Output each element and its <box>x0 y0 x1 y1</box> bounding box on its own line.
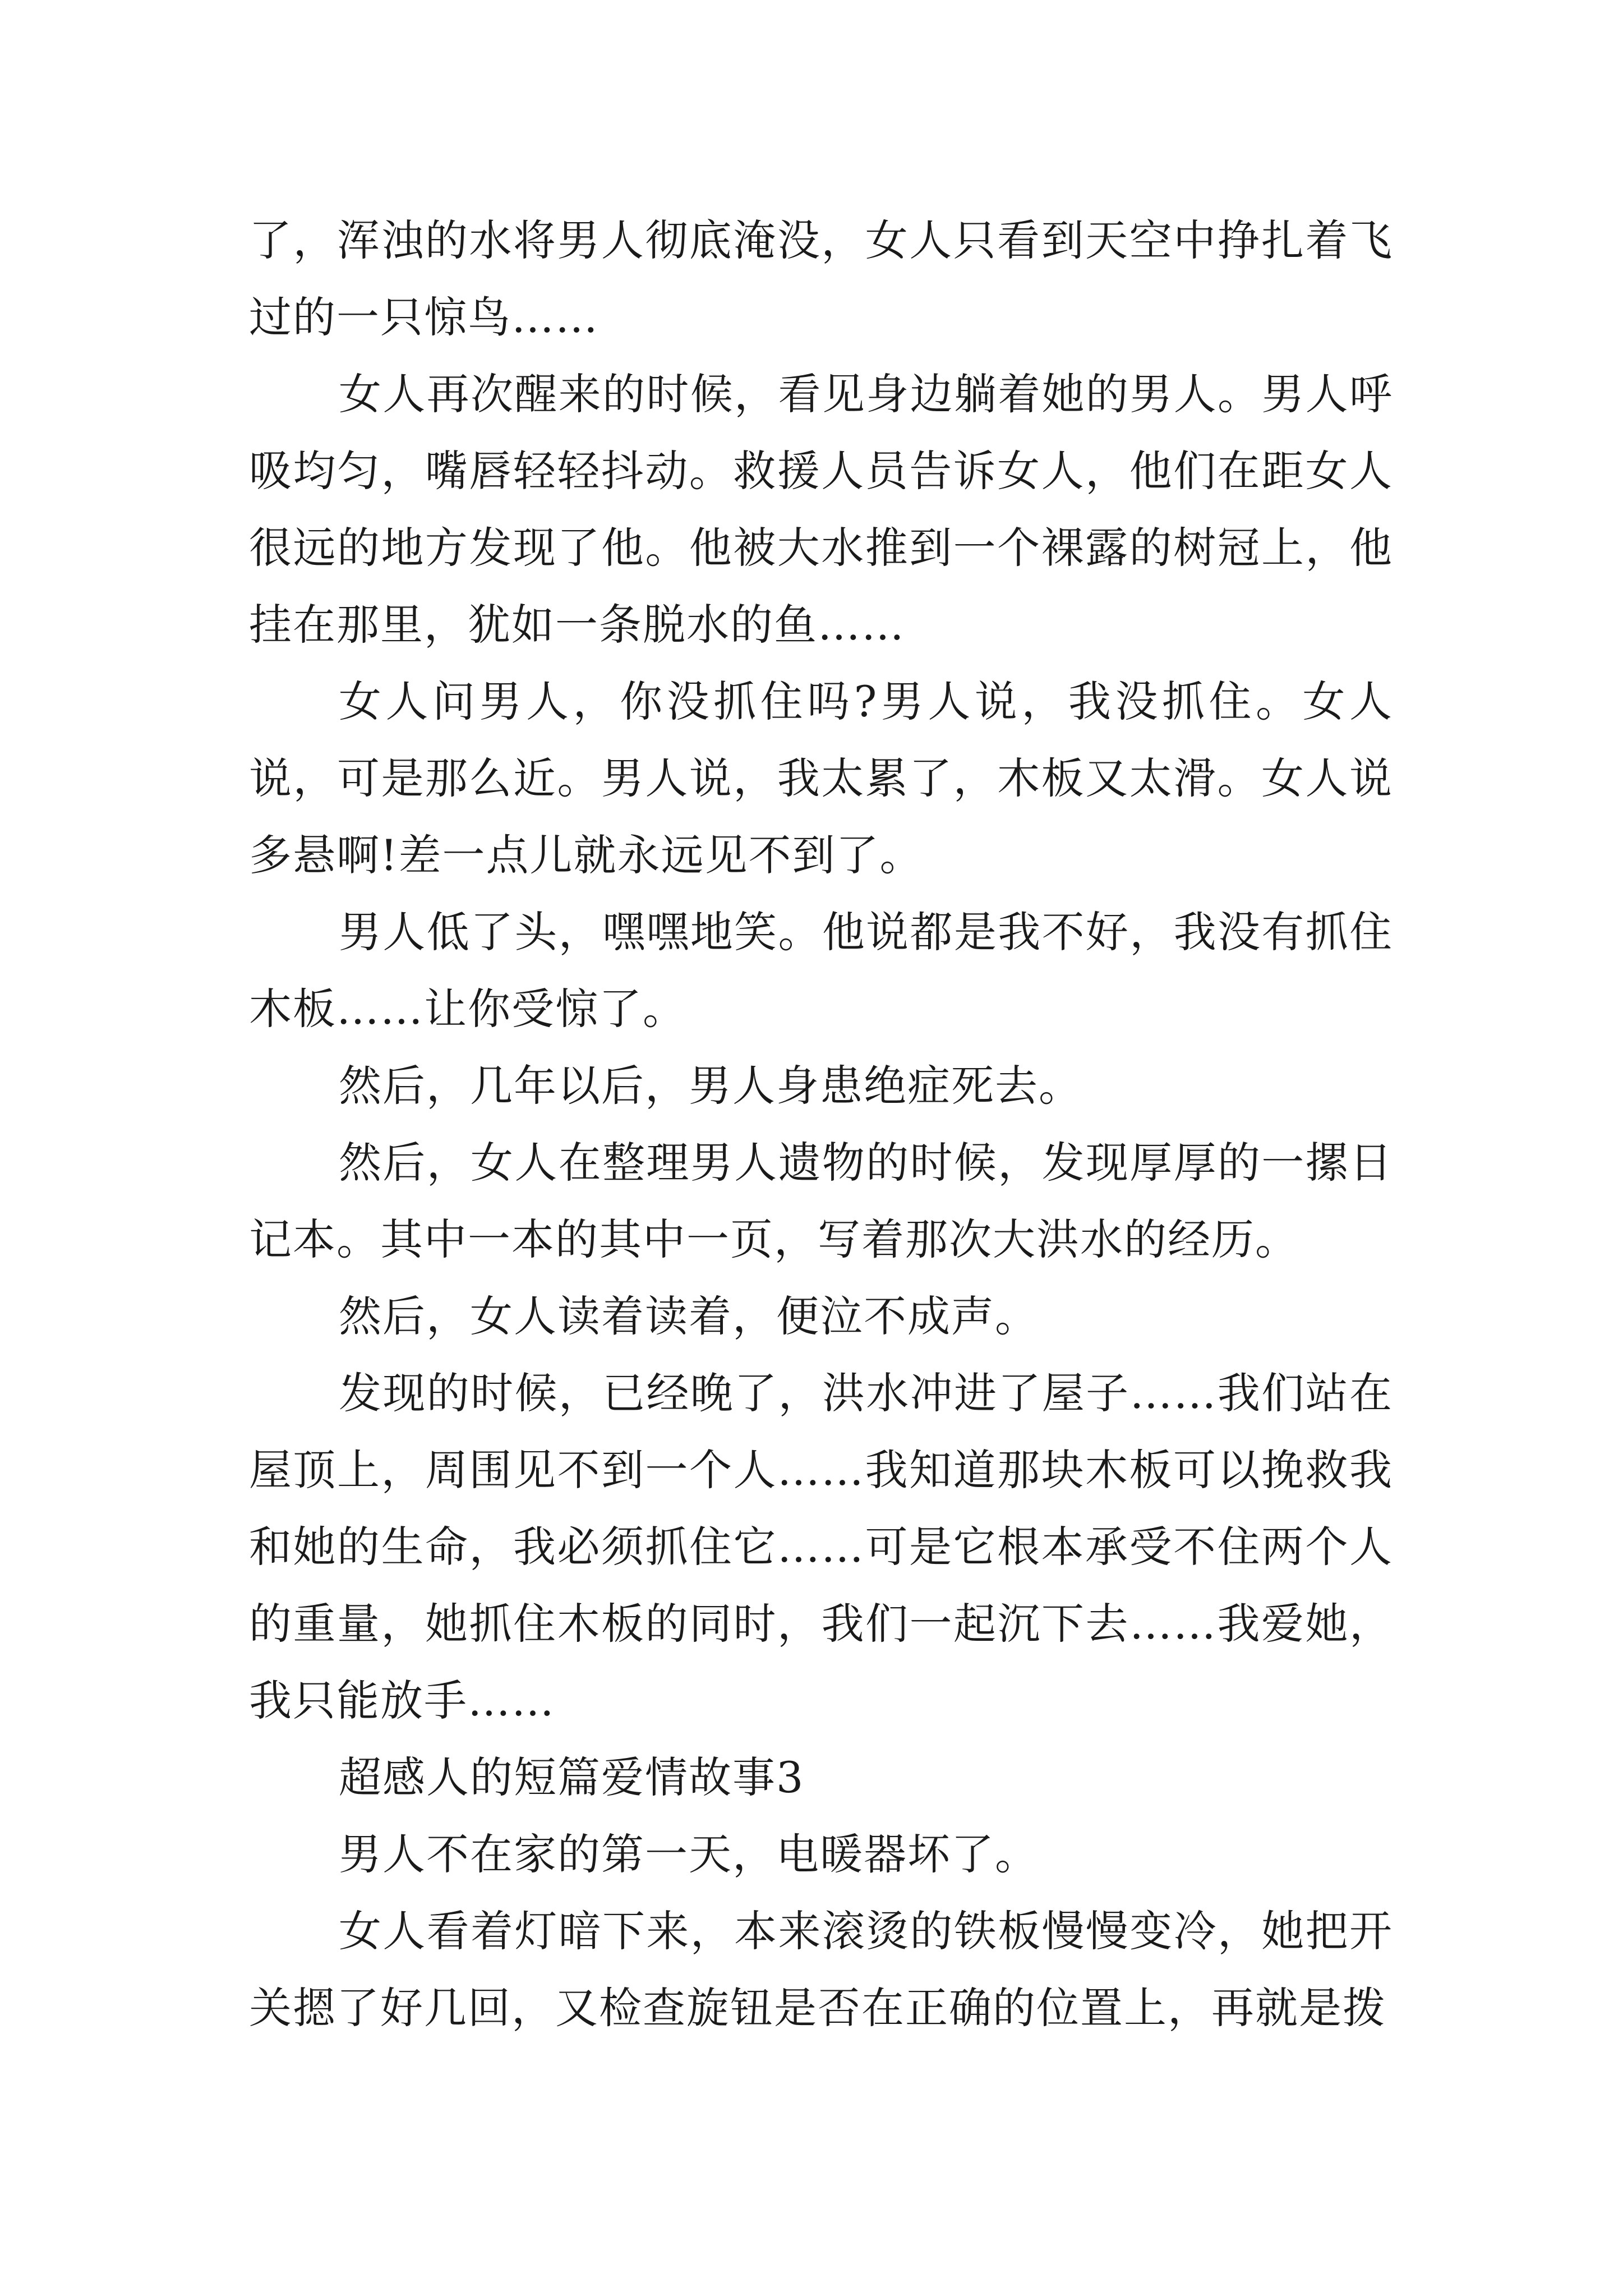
paragraph-7: 然后，女人读着读着，便泣不成声。 <box>339 1291 1039 1341</box>
paragraph-2: 女人再次醒来的时候，看见身边躺着她的男人。男人呼吸均匀，嘴唇轻轻抖动。救援人员告诉女人，他们在距女人很远的地方发现了他。他被大水推到一个裸露的树冠上，他挂在那里，犹如一条脱水的鱼…… <box>249 369 1393 650</box>
paragraph-1: 了，浑浊的水将男人彻底淹没，女人只看到天空中挣扎着飞过的一只惊鸟…… <box>249 215 1393 342</box>
section-heading: 超感人的短篇爱情故事3 <box>339 1752 805 1802</box>
paragraph-3: 女人问男人，你没抓住吗?男人说，我没抓住。女人说，可是那么近。男人说，我太累了，木板又太滑。女人说多悬啊!差一点儿就永远见不到了。 <box>249 677 1393 880</box>
paragraph-6: 然后，女人在整理男人遗物的时候，发现厚厚的一摞日记本。其中一本的其中一页，写着那次大洪水的经历。 <box>249 1138 1393 1264</box>
document-body <box>249 202 1393 2046</box>
paragraph-9: 男人不在家的第一天，电暖器坏了。 <box>339 1829 1039 1879</box>
paragraph-5: 然后，几年以后，男人身患绝症死去。 <box>339 1061 1082 1111</box>
paragraph-4: 男人低了头，嘿嘿地笑。他说都是我不好，我没有抓住木板……让你受惊了。 <box>249 907 1393 1034</box>
paragraph-10: 女人看着灯暗下来，本来滚烫的铁板慢慢变冷，她把开关摁了好几回，又检查旋钮是否在正确的位置上，再就是拨 <box>249 1906 1393 2033</box>
paragraph-8: 发现的时候，已经晚了，洪水冲进了屋子……我们站在屋顶上，周围见不到一个人……我知道那块木板可以挽救我和她的生命，我必须抓住它……可是它根本承受不住两个人的重量，她抓住木板的同时，我们一起沉下去……我爱她，我只能放手…… <box>249 1368 1393 1726</box>
